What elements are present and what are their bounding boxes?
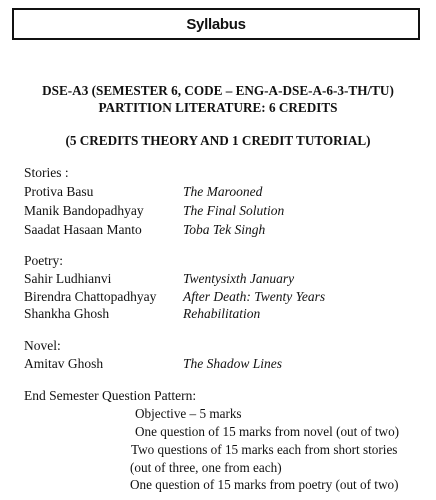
novel-label: Novel: (24, 338, 61, 353)
story-title: The Marooned (183, 184, 263, 199)
page-title: Syllabus (186, 15, 246, 33)
poem-author: Birendra Chattopadhyay (24, 289, 157, 304)
exam-pattern-line: Two questions of 15 marks each from short stories (131, 442, 398, 457)
story-title: The Final Solution (183, 203, 285, 218)
story-title: Toba Tek Singh (183, 222, 266, 237)
novel-title: The Shadow Lines (183, 356, 283, 371)
story-author: Protiva Basu (24, 184, 94, 199)
poem-author: Sahir Ludhianvi (24, 271, 112, 286)
exam-pattern-line: One question of 15 marks from novel (out of two) (135, 424, 400, 439)
credits-heading: (5 CREDITS THEORY AND 1 CREDIT TUTORIAL) (65, 133, 371, 148)
poetry-label: Poetry: (24, 253, 63, 268)
story-author: Saadat Hasaan Manto (24, 222, 142, 237)
poem-author: Shankha Ghosh (24, 306, 110, 321)
poem-title: Rehabilitation (183, 306, 261, 321)
exam-pattern-label: End Semester Question Pattern: (24, 388, 197, 403)
stories-label: Stories : (24, 165, 69, 180)
story-author: Manik Bandopadhyay (24, 203, 144, 218)
exam-pattern-line: One question of 15 marks from poetry (out of two) (130, 477, 399, 492)
course-code-heading: DSE-A3 (SEMESTER 6, CODE – ENG-A-DSE-A-6-3-TH/TU) (42, 83, 394, 98)
poem-title: After Death: Twenty Years (183, 289, 326, 304)
exam-pattern-line: Objective – 5 marks (135, 406, 242, 421)
title-box (12, 8, 420, 40)
exam-pattern-line: (out of three, one from each) (130, 460, 282, 475)
poem-title: Twentysixth January (183, 271, 295, 286)
course-title-heading: PARTITION LITERATURE: 6 CREDITS (98, 100, 338, 115)
novel-author: Amitav Ghosh (24, 356, 104, 371)
